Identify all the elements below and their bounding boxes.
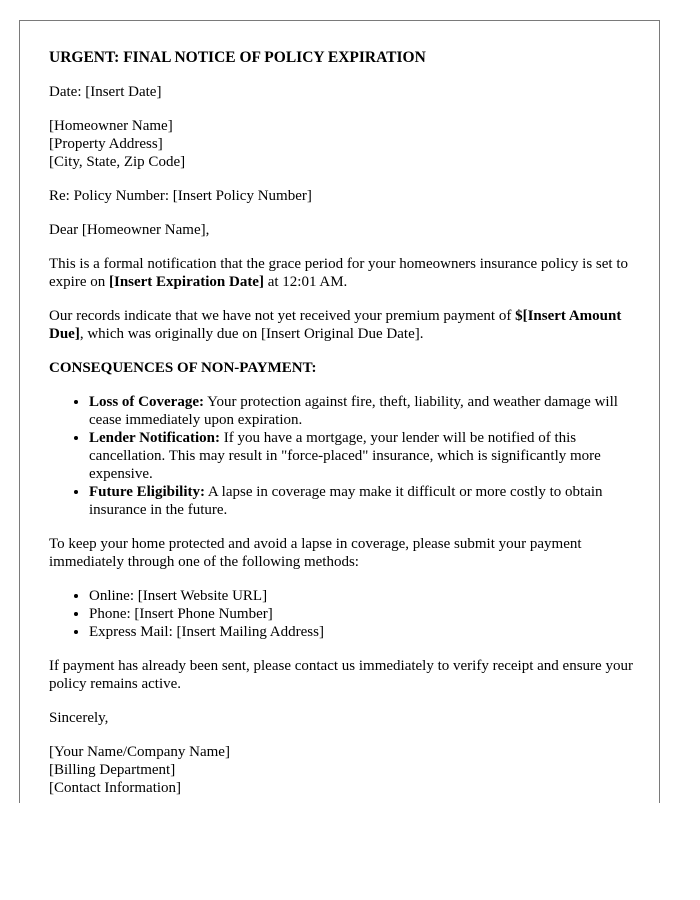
signature-name: [Your Name/Company Name] — [49, 744, 230, 760]
salutation: Dear [Homeowner Name], — [49, 222, 210, 238]
recipient-block — [49, 117, 639, 171]
paragraph-grace-period-end: at 12:01 AM. — [263, 274, 348, 290]
closing-paragraph: If payment has already been sent, please contact us immediately to verify receipt and ensure your policy remains active. — [49, 658, 633, 692]
letter-page — [19, 20, 660, 803]
consequence-item-loss-of-coverage — [89, 393, 639, 429]
paragraph-payment-status-end: , which was originally due on [Insert Original Due Date]. — [79, 326, 424, 342]
payment-method-mail: • Express Mail: [Insert Mailing Address] — [89, 623, 639, 641]
letter-title: URGENT: FINAL NOTICE OF POLICY EXPIRATION — [49, 49, 426, 66]
consequence-item-lender-notification — [89, 429, 639, 483]
re-line: Re: Policy Number: [Insert Policy Number] — [49, 188, 312, 204]
signature-department: [Billing Department] — [49, 762, 176, 778]
consequence-text: A lapse in coverage may make it difficult or more costly to obtain insurance in the future. — [89, 484, 603, 518]
consequences-heading: CONSEQUENCES OF NON-PAYMENT: — [49, 360, 317, 376]
expiration-date-placeholder: [Insert Expiration Date] — [108, 274, 264, 290]
paragraph-payment-status-text: Our records indicate that we have not yet received your premium payment of — [49, 308, 516, 324]
signature-contact: [Contact Information] — [49, 780, 182, 796]
payment-method-phone: • Phone: [Insert Phone Number] — [89, 605, 639, 623]
payment-methods-list — [49, 587, 639, 641]
paragraph-payment-status — [49, 307, 639, 343]
consequences-list — [49, 393, 639, 519]
consequence-term: Future Eligibility: — [89, 484, 205, 500]
consequence-term: Loss of Coverage: — [89, 394, 204, 410]
amount-due-placeholder: $[Insert Amount Due] — [49, 308, 622, 342]
recipient-name: [Homeowner Name] — [49, 118, 173, 134]
consequence-item-future-eligibility — [89, 483, 639, 519]
date-line: Date: [Insert Date] — [49, 84, 162, 100]
closing: Sincerely, — [49, 710, 109, 726]
consequence-text: Your protection against fire, theft, liability, and weather damage will cease immediately upon expiration. — [89, 394, 618, 428]
recipient-address: [Property Address] — [49, 136, 163, 152]
paragraph-grace-period — [49, 255, 639, 291]
consequence-term: Lender Notification: — [89, 430, 220, 446]
letter-body — [49, 49, 639, 813]
payment-method-online: • Online: [Insert Website URL] — [89, 587, 639, 605]
signature-block — [49, 743, 639, 797]
recipient-city-state-zip: [City, State, Zip Code] — [49, 154, 186, 170]
consequence-text: If you have a mortgage, your lender will be notified of this cancellation. This may result in "force-placed" insurance, which is significantly more expensive. — [89, 430, 601, 482]
payment-intro: To keep your home protected and avoid a lapse in coverage, please submit your payment immediately through one of the following methods: — [49, 536, 582, 570]
paragraph-grace-period-text: This is a formal notification that the grace period for your homeowners insurance policy is set to expire on — [49, 256, 629, 290]
